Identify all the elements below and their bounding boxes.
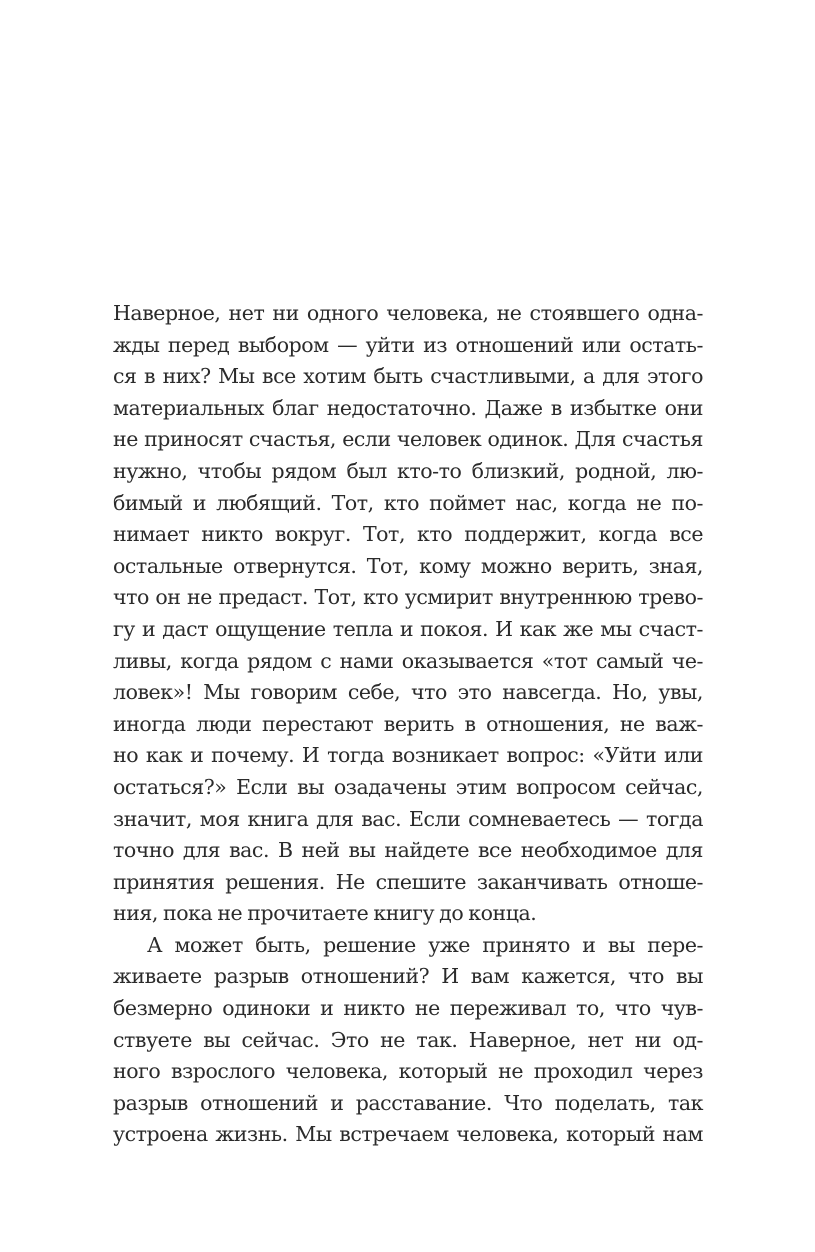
text-line: устроена жизнь. Мы встречаем человека, который нам xyxy=(113,1122,703,1147)
paragraph xyxy=(113,930,703,1151)
text-line: ния, пока не прочитаете книгу до конца. xyxy=(113,901,537,926)
text-line: разрыв отношений и расставание. Что поделать, так xyxy=(113,1090,703,1115)
text-line: бимый и любящий. Тот, кто поймет нас, когда не по- xyxy=(113,490,703,515)
text-line: нужно, чтобы рядом был кто-то близкий, родной, лю- xyxy=(113,458,703,483)
text-line: но как и почему. И тогда возникает вопрос: «Уйти или xyxy=(113,743,703,768)
text-line: ловек»! Мы говорим себе, что это навсегда. Но, увы, xyxy=(113,680,703,705)
body-text xyxy=(113,298,703,1151)
text-line: значит, моя книга для вас. Если сомневаетесь — тогда xyxy=(113,806,703,831)
text-line: иногда люди перестают верить в отношения, не важ- xyxy=(113,711,703,736)
text-line: ного взрослого человека, который не проходил через xyxy=(113,1059,703,1084)
text-line: что он не предаст. Тот, кто усмирит внутреннюю трево- xyxy=(113,585,703,610)
text-line: принятия решения. Не спешите заканчивать отноше- xyxy=(113,869,703,894)
text-line: безмерно одиноки и никто не переживал то, что чув- xyxy=(113,996,703,1021)
text-line: ствуете вы сейчас. Это не так. Наверное, нет ни од- xyxy=(113,1027,703,1052)
text-line: ся в них? Мы все хотим быть счастливыми, а для этого xyxy=(113,364,703,389)
text-line: Наверное, нет ни одного человека, не стоявшего одна- xyxy=(113,301,703,325)
text-line: остаться?» Если вы озадачены этим вопросом сейчас, xyxy=(113,774,703,799)
text-line: гу и даст ощущение тепла и покоя. И как же мы счаст- xyxy=(113,616,703,641)
text-line: остальные отвернутся. Тот, кому можно верить, зная, xyxy=(113,553,703,578)
text-line: ливы, когда рядом с нами оказывается «тот самый че- xyxy=(113,648,703,673)
paragraph xyxy=(113,298,703,930)
text-line: не приносят счастья, если человек одинок. Для счастья xyxy=(113,427,703,452)
text-line: нимает никто вокруг. Тот, кто поддержит, когда все xyxy=(113,522,703,547)
text-line: жды перед выбором — уйти из отношений или остать- xyxy=(113,332,703,357)
text-line: материальных благ недостаточно. Даже в избытке они xyxy=(113,395,703,420)
text-line: живаете разрыв отношений? И вам кажется, что вы xyxy=(113,964,703,989)
text-line: А может быть, решение уже принято и вы пере- xyxy=(147,932,703,957)
text-line: точно для вас. В ней вы найдете все необходимое для xyxy=(113,838,703,863)
